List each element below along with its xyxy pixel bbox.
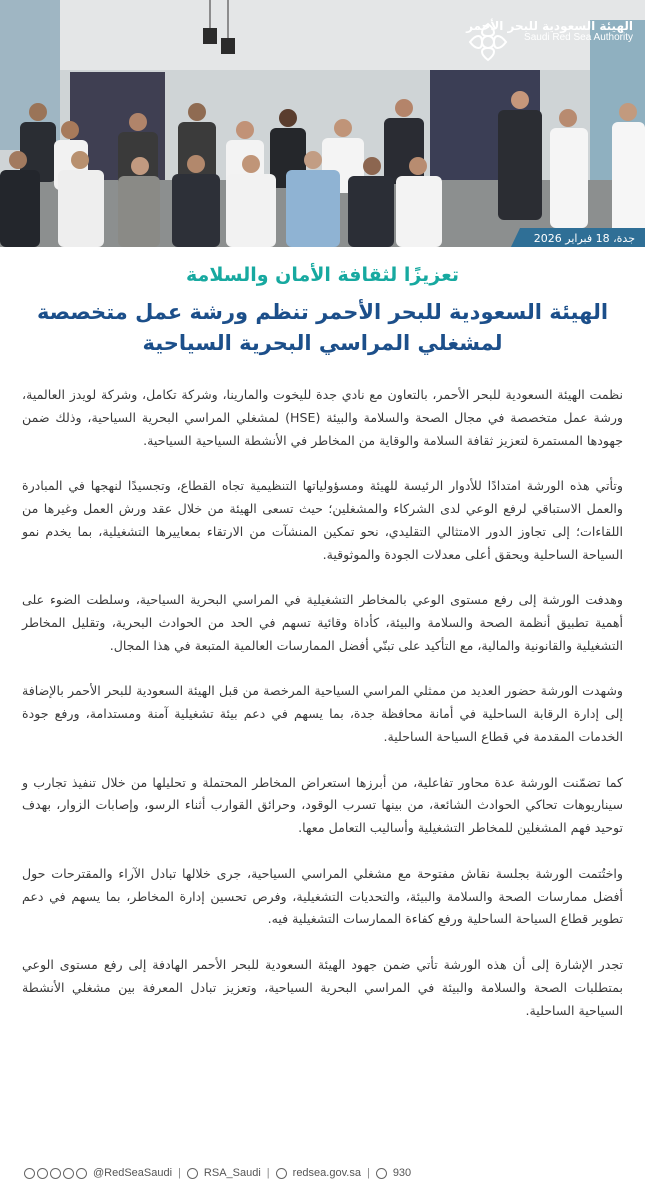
x-icon[interactable]: [24, 1168, 35, 1179]
paragraph: نظمت الهيئة السعودية للبحر الأحمر، بالتعاون مع نادي جدة لليخوت والمارينا، وشركة تكامل، وشركة لويدز العالمية، ورشة عمل متخصصة في مجال الصحة والسلامة والبيئة (HSE) لمشغلي المراسي البحرية السياحية، وذلك ضمن جهودها المستمرة لتعزيز ثقافة السلامة والوقاية من المخاطر في الأنشطة السياحية السياحية.: [22, 387, 623, 448]
red-sea-authority-logo-icon: [466, 20, 510, 64]
linkedin-icon[interactable]: [76, 1168, 87, 1179]
paragraph: كما تضمّنت الورشة عدة محاور تفاعلية، من أبرزها استعراض المخاطر المحتملة و تحليلها من خلال تنفيذ تجارب و سيناريوهات تحاكي الحوادث الشائعة، من بينها تسرب الوقود، وحرائق القوارب أثناء الرسو، وإصابات الزوار، بهدف توحيد فهم المشغلين للمخاطر التشغيلية وأساليب التعامل معها.: [22, 774, 623, 836]
at-icon: [187, 1168, 198, 1179]
alt-handle[interactable]: RSA_Saudi: [203, 1167, 261, 1179]
facebook-icon[interactable]: [63, 1168, 74, 1179]
divider: |: [178, 1167, 181, 1179]
divider: |: [366, 1167, 370, 1179]
paragraph: واختُتمت الورشة بجلسة نقاش مفتوحة مع مشغلي المراسي السياحية، جرى خلالها تبادل الآراء والمقترحات حول أفضل ممارسات الصحة والسلامة والبيئة، والتحديات التشغيلية، وفرص تحسين إدارة المخاطر، بما يسهم في دعم تطوير قطاع السياحة الساحلية ورفع كفاءة الممارسات التشغيلية فيه.: [22, 865, 623, 927]
brand-name-english: Saudi Red Sea Authority: [524, 31, 633, 43]
instagram-icon[interactable]: [37, 1168, 48, 1179]
phone-icon: [376, 1168, 387, 1179]
footer-contacts: [24, 1163, 411, 1183]
phone-number[interactable]: 930: [392, 1167, 412, 1179]
paragraph: وشهدت الورشة حضور العديد من ممثلي المراسي السياحية المرخصة من قبل الهيئة السعودية للبحر الأحمر بالإضافة إلى إدارة الرقابة الساحلية في أمانة محافظة جدة، بما يسهم في دعم بيئة تشغيلية آمنة ومستدامة، ورفع جودة الخدمات المقدمة في قطاع السياحة الساحلية.: [22, 683, 623, 744]
paragraph: وهدفت الورشة إلى رفع مستوى الوعي بالمخاطر التشغيلية في المراسي البحرية السياحية، وسلطت الضوء على أهمية تطبيق أنظمة الصحة والسلامة والبيئة، كأداة وقائية تسهم في الحد من الحوادث البحرية، وتقليل المخاطر التشغيلية والقانونية والمالية، مع التأكيد على تبنّي أفضل الممارسات العالمية المتبعة في هذا المجال.: [22, 592, 623, 653]
paragraph: وتأتي هذه الورشة امتدادًا للأدوار الرئيسة للهيئة ومسؤولياتها التنظيمية تجاه القطاع، وتجسيدًا لنهجها في المبادرة والعمل الاستباقي لرفع الوعي لدى الشركاء والمشغلين؛ حيث تسعى الهيئة من خلال عقد ورش العمل وغيرها من اللقاءات؛ إلى تجاوز الدور الامتثالي التقليدي، نحو تمكين المنشآت من الارتقاء بمعاييرها التشغيلية، بما يخدم نمو السياحة الساحلية ويحقق أعلى معدلات الجودة والموثوقية.: [22, 478, 623, 562]
social-handle[interactable]: @RedSeaSaudi: [93, 1167, 173, 1179]
snapchat-icon[interactable]: [50, 1168, 61, 1179]
social-icons: [24, 1168, 87, 1179]
hero-photo: [0, 0, 645, 247]
date-badge: جدة، 18 فبراير 2026: [520, 228, 645, 247]
paragraph: تجدر الإشارة إلى أن هذه الورشة تأتي ضمن جهود الهيئة السعودية للبحر الأحمر الهادفة إلى رفع مستوى الوعي بمتطلبات الصحة والسلامة والبيئة في المراسي البحرية السياحية، وتعزيز تبادل المعرفة بين مشغلي الأنشطة السياحية الساحلية.: [22, 956, 623, 1018]
page-title: الهيئة السعودية للبحر الأحمر تنظم ورشة عمل متخصصة لمشغلي المراسي البحرية السياحية: [36, 300, 609, 355]
website-link[interactable]: redsea.gov.sa: [292, 1167, 361, 1179]
article-body: [22, 384, 623, 1045]
brand-lockup: [466, 20, 633, 43]
brand-name-arabic: الهيئة السعودية للبحر الأحمر: [466, 19, 633, 33]
divider: |: [266, 1167, 270, 1179]
globe-icon: [276, 1168, 287, 1179]
kicker-heading: تعزيزًا لثقافة الأمان والسلامة: [186, 264, 459, 286]
